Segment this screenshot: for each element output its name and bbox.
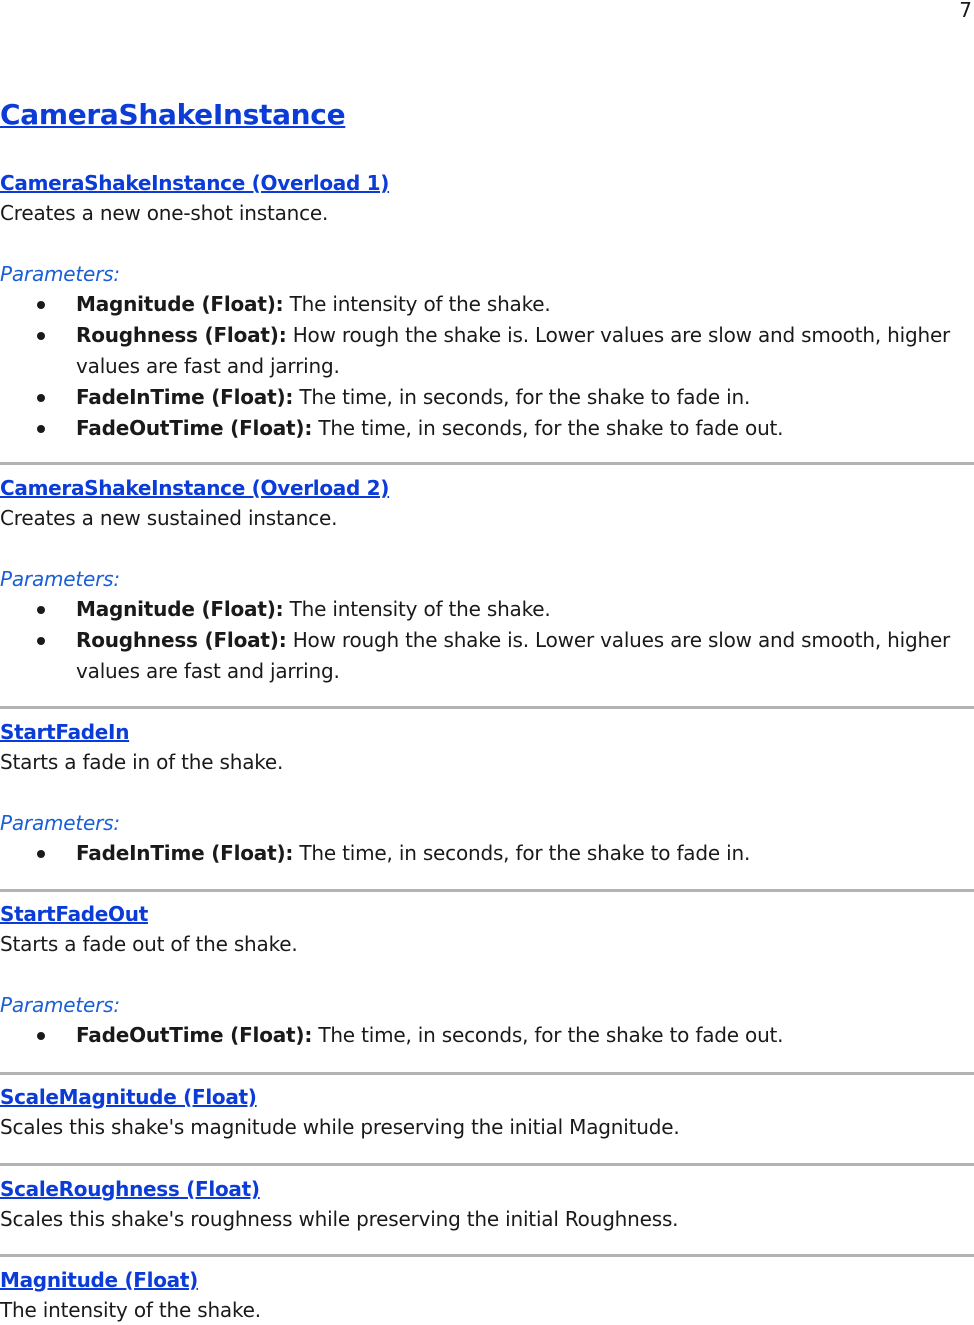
section-description: Starts a fade in of the shake. — [0, 750, 284, 774]
parameter-name: FadeOutTime (Float): — [76, 1023, 313, 1047]
section-scale-roughness — [0, 1174, 974, 1234]
parameter-list — [0, 1020, 974, 1051]
section-heading-link[interactable]: CameraShakeInstance (Overload 2) — [0, 476, 390, 500]
section-heading-link[interactable]: ScaleRoughness (Float) — [0, 1177, 260, 1201]
parameters-label: Parameters: — [0, 993, 120, 1017]
section-divider — [0, 1254, 974, 1257]
bullet-icon — [37, 850, 45, 858]
parameter-description: The time, in seconds, for the shake to fade in. — [299, 841, 751, 865]
section-heading-link[interactable]: ScaleMagnitude (Float) — [0, 1085, 257, 1109]
section-description: Starts a fade out of the shake. — [0, 932, 298, 956]
section-description: Creates a new one-shot instance. — [0, 201, 329, 225]
parameters-label: Parameters: — [0, 811, 120, 835]
parameter-item — [0, 382, 974, 413]
section-description: Scales this shake's magnitude while preserving the initial Magnitude. — [0, 1115, 680, 1139]
parameter-description: The time, in seconds, for the shake to fade out. — [318, 416, 784, 440]
parameter-description: The time, in seconds, for the shake to fade out. — [318, 1023, 784, 1047]
parameter-list — [0, 838, 974, 869]
bullet-icon — [37, 1032, 45, 1040]
parameter-item — [0, 594, 974, 625]
page-title[interactable]: CameraShakeInstance — [0, 98, 346, 131]
parameter-name: FadeInTime (Float): — [76, 385, 294, 409]
parameter-item — [0, 413, 974, 444]
section-overload-1 — [0, 168, 974, 444]
section-divider — [0, 889, 974, 892]
parameters-label: Parameters: — [0, 262, 120, 286]
parameters-label: Parameters: — [0, 567, 120, 591]
section-magnitude — [0, 1265, 974, 1325]
parameter-item — [0, 838, 974, 869]
section-heading-link[interactable]: CameraShakeInstance (Overload 1) — [0, 171, 390, 195]
section-heading-link[interactable]: StartFadeIn — [0, 720, 130, 744]
section-start-fade-in — [0, 717, 974, 869]
page-number: 7 — [959, 0, 972, 22]
parameter-name: FadeOutTime (Float): — [76, 416, 313, 440]
section-heading-link[interactable]: StartFadeOut — [0, 902, 148, 926]
parameter-description: The intensity of the shake. — [289, 292, 551, 316]
parameter-list — [0, 594, 974, 687]
bullet-icon — [37, 425, 45, 433]
parameter-name: Magnitude (Float): — [76, 292, 284, 316]
bullet-icon — [37, 301, 45, 309]
parameter-item — [0, 289, 974, 320]
parameter-name: Magnitude (Float): — [76, 597, 284, 621]
parameter-description: The time, in seconds, for the shake to fade in. — [299, 385, 751, 409]
bullet-icon — [37, 637, 45, 645]
parameter-description: The intensity of the shake. — [289, 597, 551, 621]
parameter-item — [0, 1020, 974, 1051]
bullet-icon — [37, 394, 45, 402]
parameter-item — [0, 320, 974, 382]
section-scale-magnitude — [0, 1082, 974, 1142]
section-description: Scales this shake's roughness while preserving the initial Roughness. — [0, 1207, 679, 1231]
section-start-fade-out — [0, 899, 974, 1051]
section-divider — [0, 1072, 974, 1075]
parameter-name: FadeInTime (Float): — [76, 841, 294, 865]
section-overload-2 — [0, 473, 974, 687]
bullet-icon — [37, 606, 45, 614]
parameter-list — [0, 289, 974, 444]
parameter-description: How rough the shake is. Lower values are slow and smooth, higher values are fast and jarring. — [76, 628, 951, 683]
section-divider — [0, 462, 974, 465]
section-description: The intensity of the shake. — [0, 1298, 261, 1322]
section-divider — [0, 706, 974, 709]
parameter-name: Roughness (Float): — [76, 323, 287, 347]
parameter-item — [0, 625, 974, 687]
bullet-icon — [37, 332, 45, 340]
section-divider — [0, 1163, 974, 1166]
parameter-name: Roughness (Float): — [76, 628, 287, 652]
parameter-description: How rough the shake is. Lower values are slow and smooth, higher values are fast and jarring. — [76, 323, 951, 378]
section-heading-link[interactable]: Magnitude (Float) — [0, 1268, 198, 1292]
section-description: Creates a new sustained instance. — [0, 506, 338, 530]
